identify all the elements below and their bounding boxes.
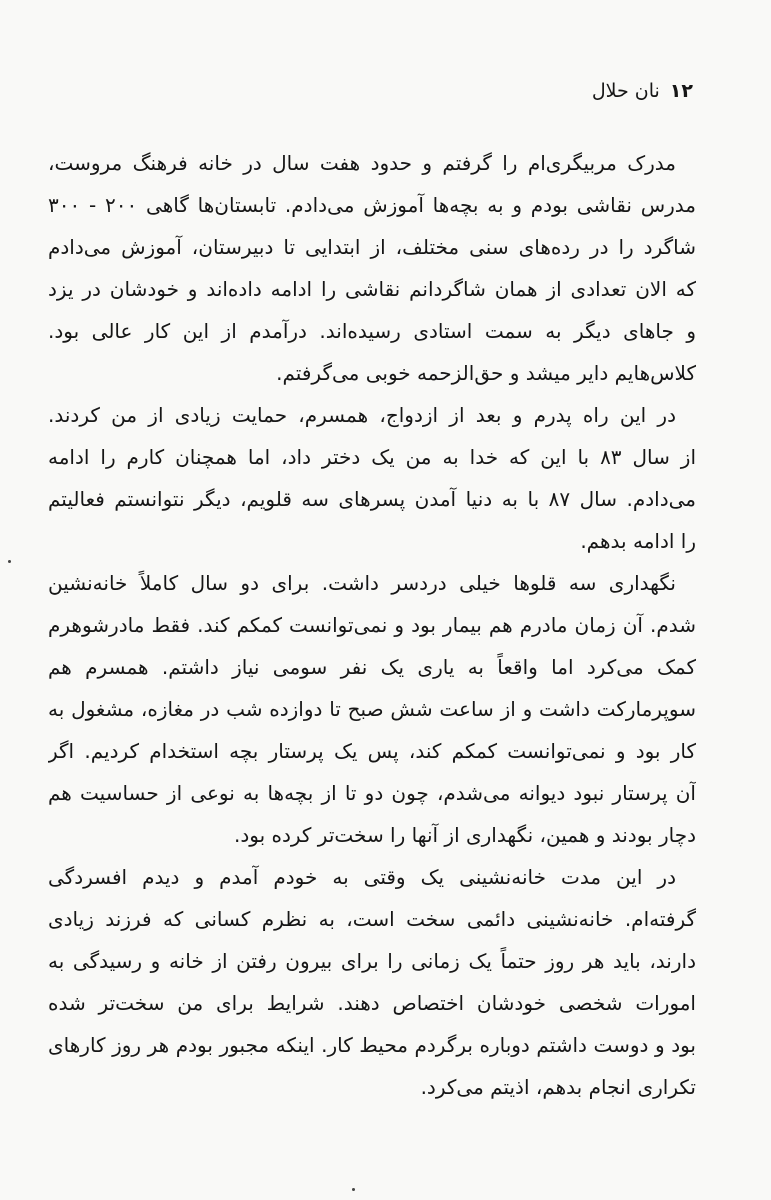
text-line: شدم. آن زمان مادرم هم بیمار بود و نمی‌توانست کمکم کند. فقط مادرشوهرم bbox=[48, 613, 696, 637]
text-line: گرفته‌ام. خانه‌نشینی دائمی سخت است، به نظرم کسانی که فرزند زیادی bbox=[48, 907, 696, 931]
text-line: امورات شخصی خودشان اختصاص دهند. شرایط برای من سخت‌تر شده bbox=[48, 991, 696, 1015]
page-number: ۱۲ bbox=[669, 80, 693, 102]
text-line: شاگرد را در رده‌های سنی مختلف، از ابتدایی تا دبیرستان، آموزش می‌دادم bbox=[48, 235, 696, 259]
text-line: بود و دوست داشتم دوباره برگردم محیط کار. اینکه مجبور بودم هر روز کارهای bbox=[48, 1033, 696, 1057]
text-line: نگهداری سه قلوها خیلی دردسر داشت. برای دو سال کاملاً خانه‌نشین bbox=[48, 571, 676, 595]
text-line: دارند، باید هر روز حتماً یک زمانی را برای بیرون رفتن از خانه و رسیدگی به bbox=[48, 949, 696, 973]
body-text bbox=[48, 142, 696, 1108]
text-line: آن پرستار نبود دیوانه می‌شدم، چون دو تا از بچه‌ها به نوعی از حساسیت هم bbox=[48, 781, 696, 805]
text-line: از سال ۸۳ با این که خدا به من یک دختر داد، اما همچنان کارم را ادامه bbox=[48, 445, 696, 469]
paragraph-3 bbox=[48, 562, 696, 856]
text-line: مدرک مربیگری‌ام را گرفتم و حدود هفت سال در خانه فرهنگ مروست، bbox=[48, 151, 676, 175]
text-line: و جاهای دیگر به سمت استادی رسیده‌اند. درآمدم از این کار عالی بود. bbox=[48, 319, 696, 343]
text-line: تکراری انجام بدهم، اذیتم می‌کرد. bbox=[420, 1075, 696, 1099]
text-line: کمک می‌کرد اما واقعاً به یاری یک نفر سومی نیاز داشتم. همسرم هم bbox=[48, 655, 696, 679]
running-header bbox=[592, 78, 693, 104]
book-title: نان حلال bbox=[591, 80, 660, 102]
text-line: می‌دادم. سال ۸۷ با به دنیا آمدن پسرهای سه قلویم، دیگر نتوانستم فعالیتم bbox=[48, 487, 696, 511]
text-line: کار بود و نمی‌توانست کمکم کند، پس یک پرستار بچه استخدام کردیم. اگر bbox=[48, 739, 696, 763]
text-line: مدرس نقاشی بودم و به بچه‌ها آموزش می‌دادم. تابستان‌ها گاهی ۲۰۰ - ۳۰۰ bbox=[48, 193, 696, 217]
scan-speck bbox=[8, 560, 11, 563]
scan-speck bbox=[352, 1188, 355, 1191]
paragraph-4 bbox=[48, 856, 696, 1108]
text-line: در این راه پدرم و بعد از ازدواج، همسرم، حمایت زیادی از من کردند. bbox=[48, 403, 676, 427]
text-line: دچار بودند و همین، نگهداری از آنها را سخت‌تر کرده بود. bbox=[233, 823, 696, 847]
text-line: سوپرمارکت داشت و از ساعت شش صبح تا دوازده شب در مغازه، مشغول به bbox=[48, 697, 696, 721]
text-line: که الان تعدادی از همان شاگردانم نقاشی را ادامه داده‌اند و خودشان در یزد bbox=[48, 277, 696, 301]
text-line: در این مدت خانه‌نشینی یک وقتی به خودم آمدم و دیدم افسردگی bbox=[48, 865, 676, 889]
text-line: را ادامه بدهم. bbox=[580, 529, 696, 553]
paragraph-2 bbox=[48, 394, 696, 562]
paragraph-1 bbox=[48, 142, 696, 394]
text-line: کلاس‌هایم دایر میشد و حق‌الزحمه خوبی می‌گرفتم. bbox=[276, 361, 696, 385]
